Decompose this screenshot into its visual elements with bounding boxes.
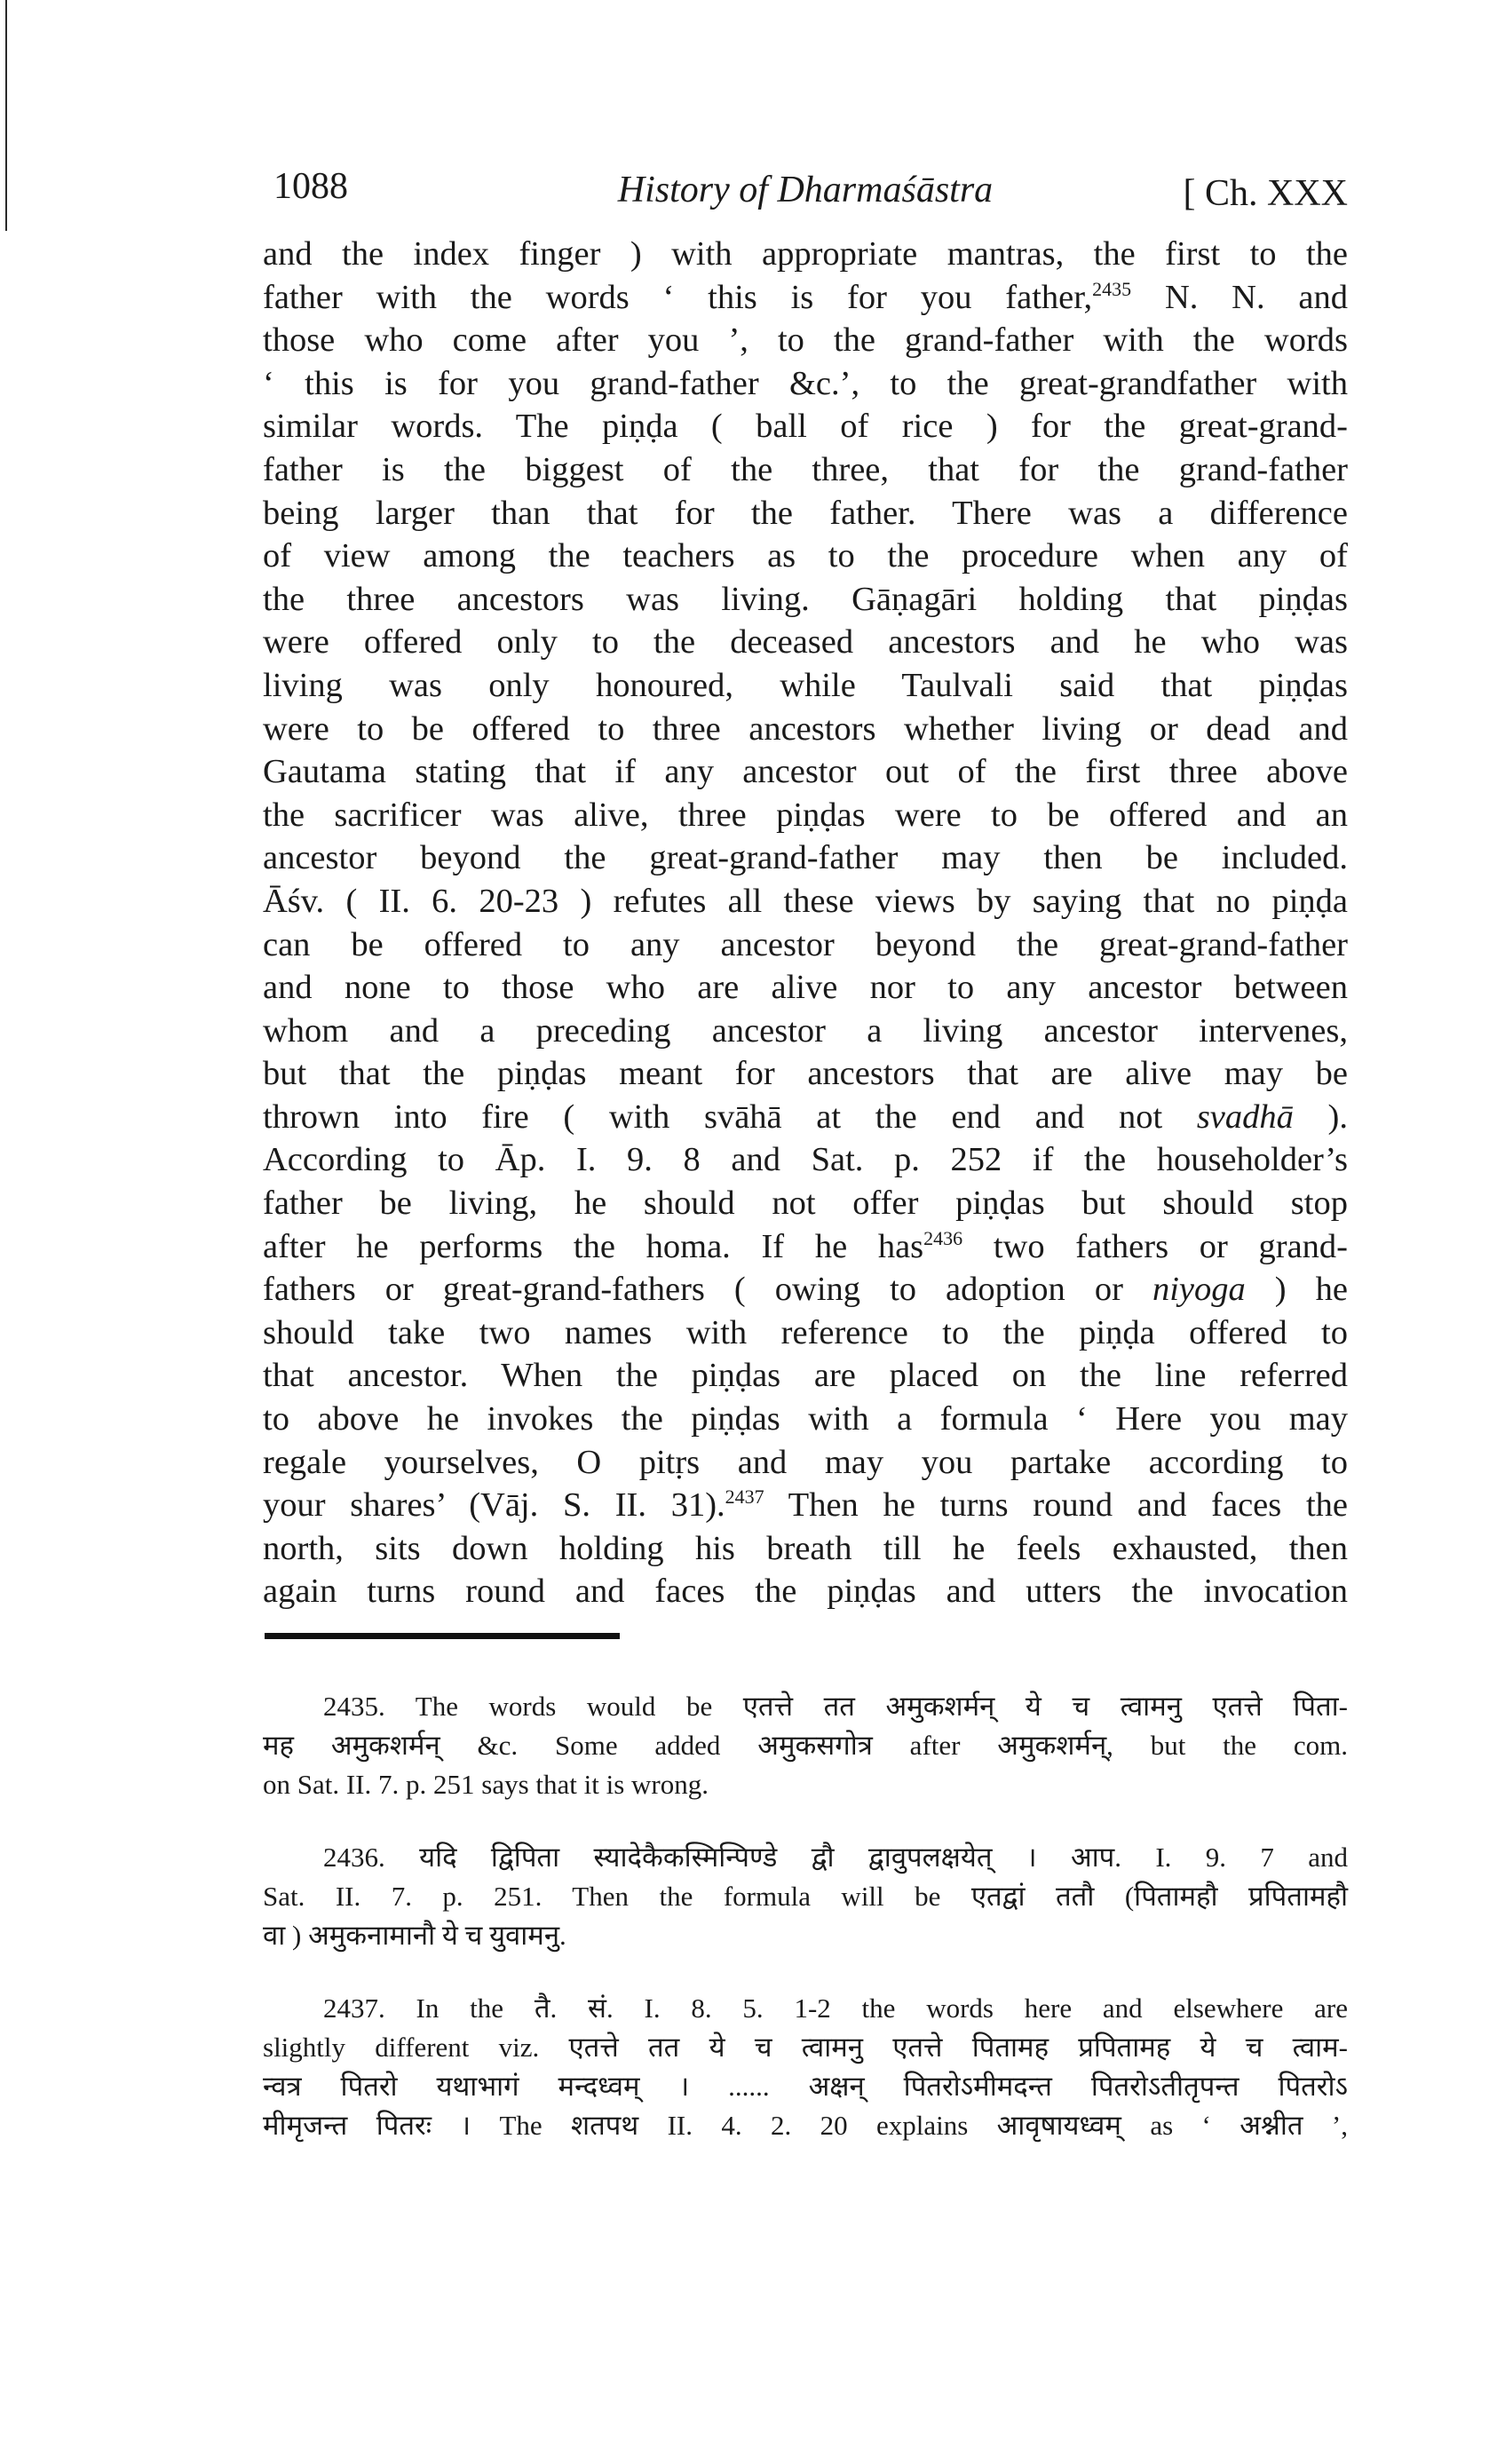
text-line: the sacrificer was alive, three piṇḍas were to be offered and an [263,796,1348,834]
text-line: again turns round and faces the piṇḍas and utters the invocation [263,1573,1348,1611]
footnote-2437 [263,1989,1348,2145]
text-line: According to Āp. I. 9. 8 and Sat. p. 252 if the householder’s [263,1141,1348,1179]
text-line: north, sits down holding his breath till he feels exhausted, then [263,1529,1348,1567]
footnote-line: on Sat. II. 7. p. 251 says that it is wrong. [263,1769,709,1800]
footnote-line: 2435. The words would be एतत्ते तत अमुकशर्मन् ये च त्वामनु एतत्ते पिता- [323,1691,1348,1722]
text-line: ‘ this is for you grand-father &c.’, to the great-grandfather with [263,364,1348,402]
text-line: being larger than that for the father. There was a difference [263,494,1348,532]
main-text [263,233,1348,1613]
text-line: regale yourselves, O pitṛs and may you partake according to [263,1443,1348,1481]
text-line: ancestor beyond the great-grand-father may then be included. [263,839,1348,877]
text-line: Āśv. ( II. 6. 20-23 ) refutes all these views by saying that no piṇḍa [263,882,1348,920]
footnote-ref: 2437 [725,1486,764,1509]
footnote-number: 2437. [323,1993,385,2024]
text-line: Gautama stating that if any ancestor out of the first three above [263,753,1348,791]
book-page [263,160,1348,2179]
text-line: that ancestor. When the piṇḍas are placed on the line referred [263,1357,1348,1395]
italic-term: niyoga [1152,1271,1246,1309]
italic-term: svadhā [1196,1097,1294,1136]
footnote-line: 2437. In the तै. सं. I. 8. 5. 1-2 the words here and elsewhere are [323,1993,1349,2024]
text-line: father be living, he should not offer piṇḍas but should stop [263,1184,1348,1223]
footnote-line: वा ) अमुकनामानौ ये च युवामनु. [263,1920,566,1951]
text-line: and none to those who are alive nor to any ancestor between [263,969,1348,1007]
footnote-ref: 2436 [923,1226,963,1249]
running-header [263,160,1348,222]
footnote-line: 2436. यदि द्विपिता स्यादेकैकस्मिन्पिण्डे द्वौ द्वावुपलक्षयेत् । आप. I. 9. 7 and [323,1842,1349,1873]
text-line: similar words. The piṇḍa ( ball of rice ) for the great-grand- [263,408,1348,446]
text-line: and the index finger ) with appropriate mantras, the first to the [263,235,1348,273]
footnote-line: slightly different viz. एतत्ते तत ये च त्वामनु एतत्ते पितामह प्रपितामह ये च त्वाम- [263,2032,1348,2063]
footnote-ref: 2435 [1092,277,1132,300]
footnote-line: न्वत्र पितरो यथाभागं मन्दध्वम् । ...... अक्षन् पितरोऽमीमदन्त पितरोऽतीतृपन्त पितरोऽ [263,2071,1348,2102]
text-line: father is the biggest of the three, that for the grand-father [263,450,1348,488]
running-title: History of Dharmaśāstra [617,170,994,210]
text-line: should take two names with reference to the piṇḍa offered to [263,1313,1348,1351]
footnote-line: मीमृजन्त पितरः । The शतपथ II. 4. 2. 20 explains आवृषायध्वम् as ‘ अश्नीत ’, [263,2110,1348,2141]
text-line: were to be offered to three ancestors whether living or dead and [263,709,1348,748]
text-line: to above he invokes the piṇḍas with a formula ‘ Here you may [263,1400,1348,1438]
text-line: thrown into fire ( with svāhā at the end and not svadhā ). [263,1097,1348,1136]
footnote-line: मह अमुकशर्मन् &c. Some added अमुकसगोत्र after अमुकशर्मन्, but the com. [263,1730,1348,1761]
footnote-rule [265,1633,620,1639]
text-line: fathers or great-grand-fathers ( owing to adoption or niyoga ) he [263,1271,1348,1309]
text-line: the three ancestors was living. Gāṇagāri holding that piṇḍas [263,580,1348,618]
text-line: can be offered to any ancestor beyond the great-grand-father [263,925,1348,963]
footnote-2436 [263,1838,1348,1955]
text-line: father with the words ‘ this is for you father,$^{2435}$ N. N. and [263,277,1348,316]
text-line: were offered only to the deceased ancestors and he who was [263,623,1348,662]
footnote-2435 [263,1687,1348,1804]
footnote-number: 2436. [323,1842,385,1873]
text-line: whom and a preceding ancestor a living ancestor intervenes, [263,1011,1348,1050]
text-line: but that the piṇḍas meant for ancestors that are alive may be [263,1055,1348,1093]
footnote-number: 2435. [323,1691,385,1722]
chapter-label: [ Ch. XXX [1183,173,1348,214]
text-line: of view among the teachers as to the procedure when any of [263,537,1348,575]
text-line: after he performs the homa. If he has$^{2436}$ two fathers or grand- [263,1226,1348,1265]
page-edge-line [5,0,7,231]
text-line: those who come after you ’, to the grand-father with the words [263,321,1348,360]
text-line: your shares’ (Vāj. S. II. 31).$^{2437}$ Then he turns round and faces the [263,1486,1348,1525]
footnote-line: Sat. II. 7. p. 251. Then the formula will be एतद्वां ततौ (पितामहौ प्रपितामहौ [263,1881,1348,1912]
page-number: 1088 [273,166,348,207]
text-line: living was only honoured, while Taulvali said that piṇḍas [263,666,1348,704]
